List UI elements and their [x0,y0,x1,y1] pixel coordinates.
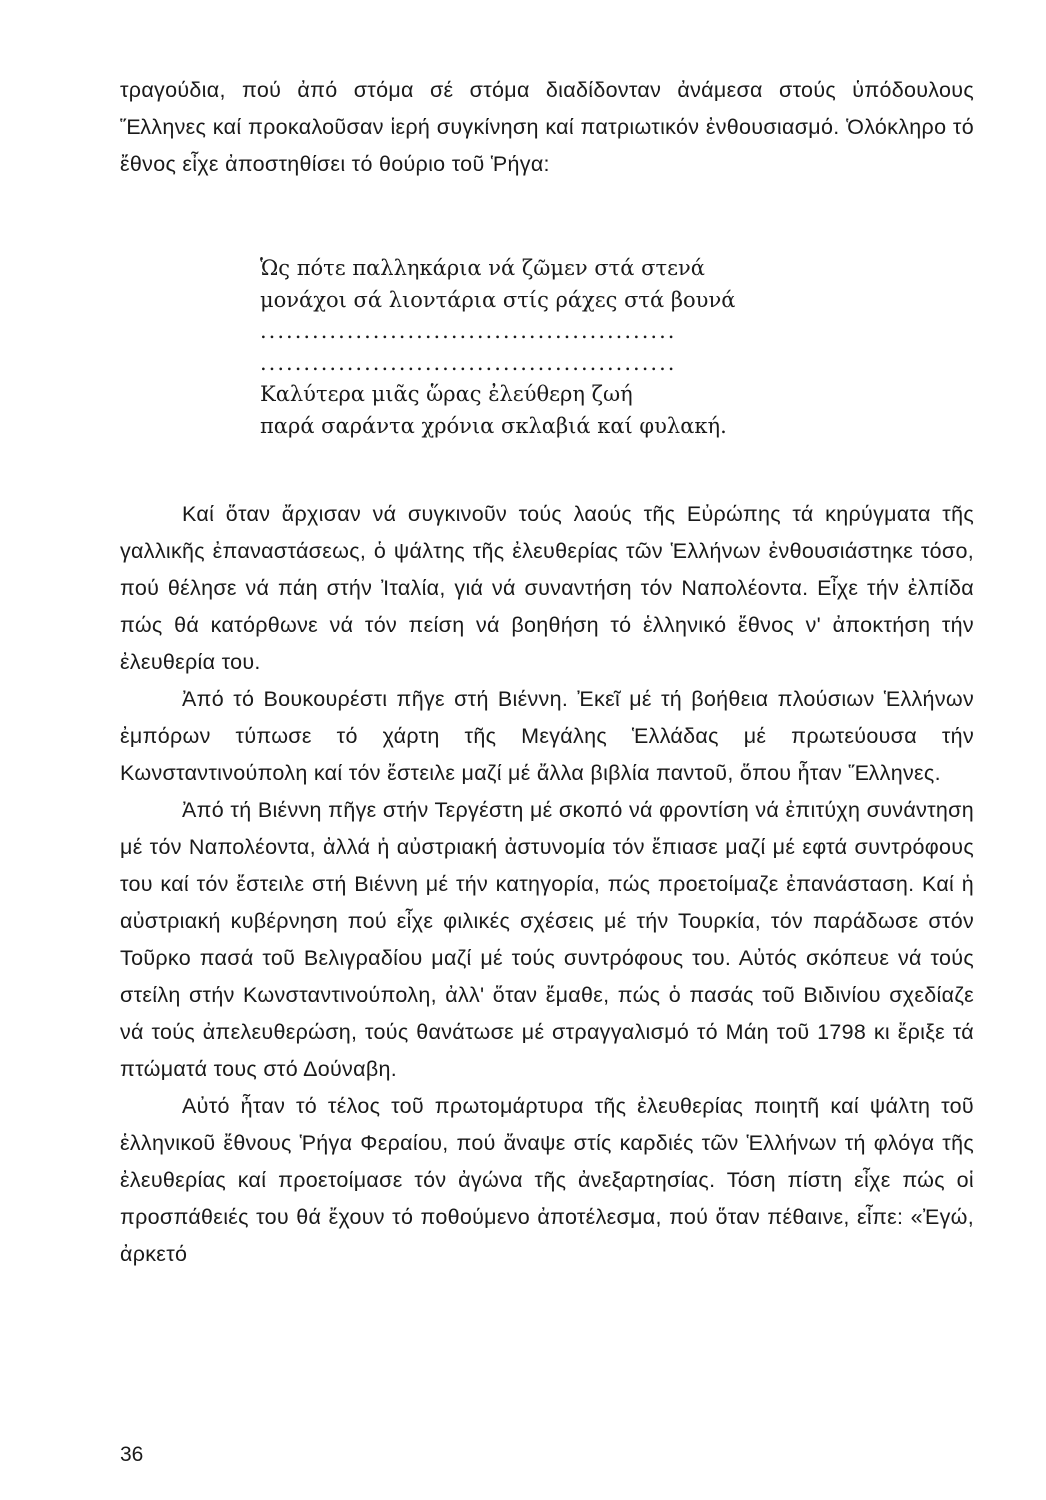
body-paragraph: Αὐτό ἦταν τό τέλος τοῦ πρωτομάρτυρα τῆς ἐλευθερίας ποιητῆ καί ψάλτη τοῦ ἑλληνικοῦ ἔθνους Ῥήγα Φεραίου, πού ἄναψε στίς καρδιές τῶν Ἑλλήνων τή φλόγα τῆς ἐλευθερίας καί προετοίμασε τόν ἀγώνα τῆς ἀνεξαρτησίας. Τόση πίστη εἶχε πώς οἱ προσπάθειές του θά ἔχουν τό ποθούμενο ἀποτέλεσμα, πού ὅταν πέθαινε, εἶπε: «Ἐγώ, ἀρκετό [120,1094,974,1266]
body-paragraph: Ἀπό τό Βουκουρέστι πῆγε στή Βιέννη. Ἐκεῖ μέ τή βοήθεια πλούσιων Ἑλλήνων ἐμπόρων τύπωσε τό χάρτη τῆς Μεγάλης Ἑλλάδας μέ πρωτεύουσα τήν Κωνσταντινούπολη καί τόν ἔστειλε μαζί μέ ἄλλα βιβλία παντοῦ, ὅπου ἦταν Ἕλληνες. [120,687,974,785]
main-text [120,496,974,1273]
body-paragraph: Ἀπό τή Βιέννη πῆγε στήν Τεργέστη μέ σκοπό νά φροντίση νά ἐπιτύχη συνάντηση μέ τόν Ναπολέοντα, ἀλλά ἡ αὐστριακή ἀστυνομία τόν ἔπιασε μαζί μέ εφτά συντρόφους του καί τόν ἔστειλε στή Βιέννη μέ τήν κατηγορία, πώς προετοίμαζε ἐπανάσταση. Καί ἡ αὐστριακή κυβέρνηση πού εἶχε φιλικές σχέσεις μέ τήν Τουρκία, τόν παράδωσε στόν Τοῦρκο πασά τοῦ Βελιγραδίου μαζί μέ τούς συντρόφους του. Αὐτός σκόπευε νά τούς στείλη στήν Κωνσταντινούπολη, ἀλλ' ὅταν ἔμαθε, πώς ὁ πασάς τοῦ Βιδινίου σχεδίαζε νά τούς ἀπελευθερώση, τούς θανάτωσε μέ στραγγαλισμό τό Μάη τοῦ 1798 κι ἔριξε τά πτώματά τους στό Δούναβη. [120,798,974,1081]
poem-line: παρά σαράντα χρόνια σκλαβιά καί φυλακή. [260,413,727,438]
poem-quote [260,253,820,442]
intro-block [120,72,974,183]
body-paragraph: Καί ὅταν ἄρχισαν νά συγκινοῦν τούς λαούς τῆς Εὐρώπης τά κηρύγματα τῆς γαλλικῆς ἐπαναστάσεως, ὁ ψάλτης τῆς ἐλευθερίας τῶν Ἑλλήνων ἐνθουσιάστηκε τόσο, πού θέλησε νά πάη στήν Ἰταλία, γιά νά συναντήση τόν Ναπολέοντα. Εἶχε τήν ἐλπίδα πώς θά κατόρθωνε νά τόν πείση νά βοηθήση τό ἑλληνικό ἔθνος ν' ἀποκτήση τήν ἐλευθερία του. [120,502,974,674]
poem-line: Ὡς πότε παλληκάρια νά ζῶμεν στά στενά [260,256,705,280]
poem-line: Καλύτερα μιᾶς ὥρας ἐλεύθερη ζωή [260,382,633,406]
intro-paragraph: τραγούδια, πού ἀπό στόμα σέ στόμα διαδίδονταν ἀνάμεσα στούς ὑπόδουλους Ἕλληνες καί προκαλοῦσαν ἱερή συγκίνηση καί πατριωτικόν ἐνθουσιασμό. Ὁλόκληρο τό ἔθνος εἶχε ἀποστηθίσει τό θούριο τοῦ Ῥήγα: [120,78,974,176]
poem-ellipsis-line: ................................................ [260,319,677,343]
poem-ellipsis-line: ................................................ [260,350,677,375]
poem-line: μονάχοι σά λιοντάρια στίς ράχες στά βουνά [260,287,736,312]
page-number: 36 [120,1443,144,1466]
